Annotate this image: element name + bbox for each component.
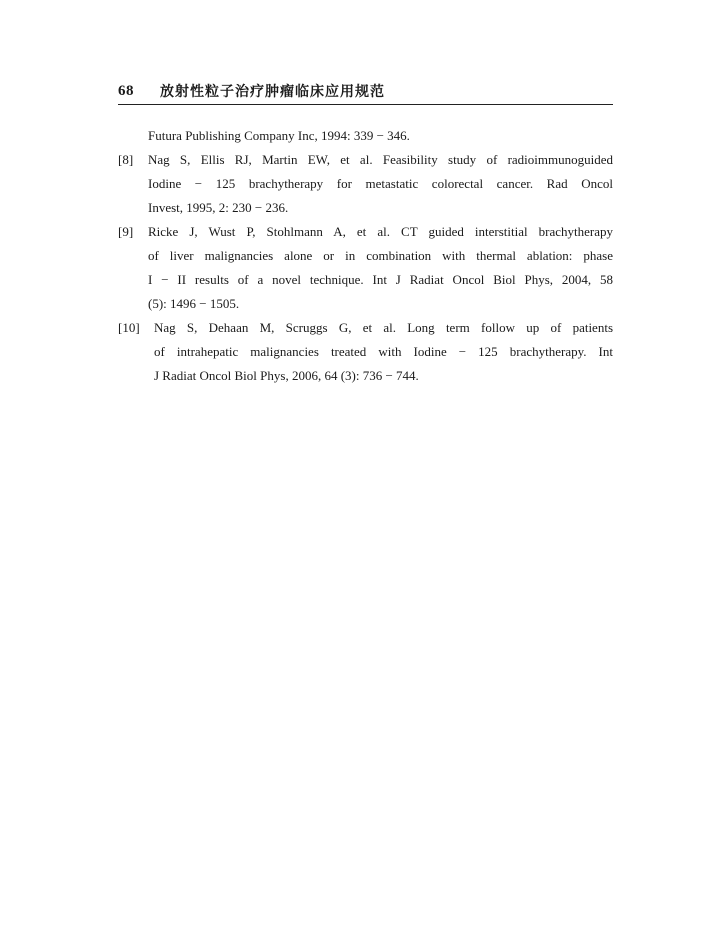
reference-continuation (118, 124, 613, 148)
reference-item-10 (118, 316, 613, 388)
reference-label: [8] (118, 152, 134, 167)
reference-line: I − II results of a novel technique. Int J Radiat Oncol Biol Phys, 2004, 58 (148, 272, 613, 287)
reference-item-8 (118, 148, 613, 220)
reference-line: Nag S, Ellis RJ, Martin EW, et al. Feasibility study of radioimmunoguided (148, 152, 613, 167)
page-number: 68 (118, 82, 134, 99)
reference-list (118, 124, 613, 388)
reference-line: Iodine − 125 brachytherapy for metastatic colorectal cancer. Rad Oncol (148, 176, 613, 191)
reference-line: Nag S, Dehaan M, Scruggs G, et al. Long term follow up of patients (154, 320, 613, 335)
running-header (118, 80, 613, 102)
reference-line: of intrahepatic malignancies treated with Iodine − 125 brachytherapy. Int (154, 344, 613, 359)
reference-item-9 (118, 220, 613, 316)
reference-label: [10] (118, 320, 140, 335)
reference-line: Futura Publishing Company Inc, 1994: 339 − 346. (148, 128, 410, 143)
reference-line: (5): 1496 − 1505. (148, 296, 240, 311)
reference-label: [9] (118, 224, 134, 239)
reference-line: J Radiat Oncol Biol Phys, 2006, 64 (3): 736 − 744. (154, 368, 419, 383)
reference-line: Invest, 1995, 2: 230 − 236. (148, 200, 289, 215)
reference-line: of liver malignancies alone or in combination with thermal ablation: phase (148, 248, 613, 263)
header-rule (118, 104, 613, 105)
reference-line: Ricke J, Wust P, Stohlmann A, et al. CT guided interstitial brachytherapy (148, 224, 613, 239)
running-header-title: 放射性粒子治疗肿瘤临床应用规范 (160, 84, 385, 100)
